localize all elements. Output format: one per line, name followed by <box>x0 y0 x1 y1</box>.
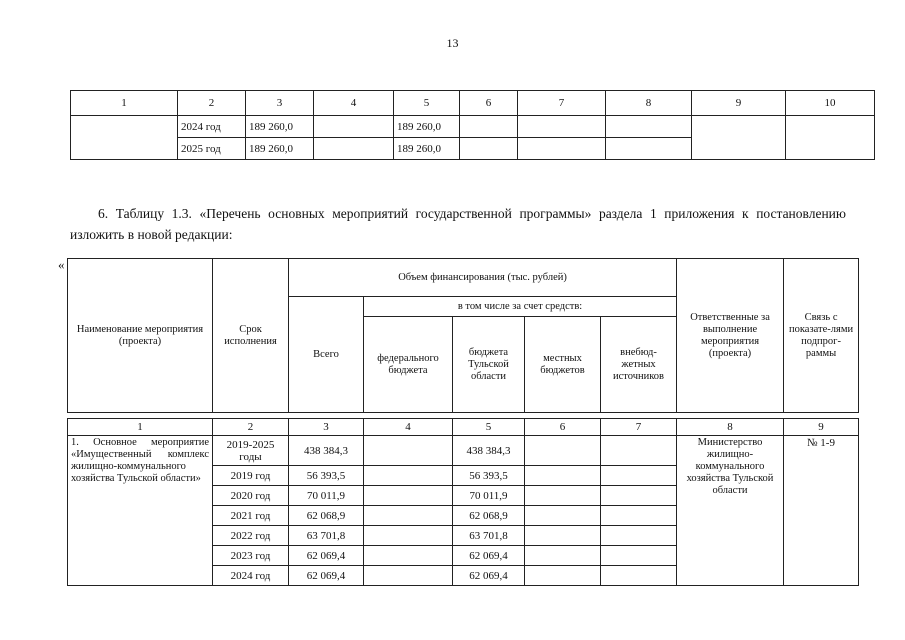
responsible-cell: Министерство жилищно-коммунального хозяйства Тульской области <box>677 436 784 586</box>
empty-cell <box>71 116 178 160</box>
local-cell <box>525 526 601 546</box>
col-number: 9 <box>692 91 786 116</box>
col-number: 8 <box>677 419 784 436</box>
cell <box>518 138 606 160</box>
header-term: Срок исполнения <box>213 259 289 413</box>
value-cell: 189 260,0 <box>394 138 460 160</box>
regional-cell: 62 069,4 <box>453 566 525 586</box>
year-cell: 2021 год <box>213 506 289 526</box>
total-cell: 62 069,4 <box>289 566 364 586</box>
extra-cell <box>601 506 677 526</box>
extra-cell <box>601 466 677 486</box>
link-cell: № 1-9 <box>784 436 859 586</box>
col-number: 6 <box>460 91 518 116</box>
extra-cell <box>601 546 677 566</box>
extra-cell <box>601 436 677 466</box>
total-cell: 56 393,5 <box>289 466 364 486</box>
extra-cell <box>601 566 677 586</box>
federal-cell <box>364 506 453 526</box>
col-number: 7 <box>518 91 606 116</box>
cell <box>786 116 875 160</box>
regional-cell: 62 068,9 <box>453 506 525 526</box>
measures-header-table <box>67 258 859 413</box>
col-number: 10 <box>786 91 875 116</box>
regional-cell: 62 069,4 <box>453 546 525 566</box>
col-number: 4 <box>364 419 453 436</box>
header-including: в том числе за счет средств: <box>364 297 677 317</box>
col-number: 5 <box>394 91 460 116</box>
local-cell <box>525 546 601 566</box>
col-number: 2 <box>178 91 246 116</box>
col-number: 5 <box>453 419 525 436</box>
total-cell: 70 011,9 <box>289 486 364 506</box>
col-number: 1 <box>71 91 178 116</box>
federal-cell <box>364 526 453 546</box>
header-extra: внебюд-жетных источников <box>601 317 677 413</box>
year-cell: 2022 год <box>213 526 289 546</box>
cell <box>460 116 518 138</box>
cell <box>606 116 692 138</box>
local-cell <box>525 436 601 466</box>
col-number: 7 <box>601 419 677 436</box>
header-regional: бюджета Тульской области <box>453 317 525 413</box>
header-link: Связь с показате-лями подпрог-раммы <box>784 259 859 413</box>
cell <box>460 138 518 160</box>
col-number: 4 <box>314 91 394 116</box>
year-cell: 2024 год <box>213 566 289 586</box>
header-total: Всего <box>289 297 364 413</box>
table-row <box>71 116 875 138</box>
total-cell: 438 384,3 <box>289 436 364 466</box>
federal-cell <box>364 546 453 566</box>
regional-cell: 70 011,9 <box>453 486 525 506</box>
page-number: 13 <box>446 36 459 50</box>
local-cell <box>525 506 601 526</box>
cell <box>692 116 786 160</box>
col-number: 8 <box>606 91 692 116</box>
table-header-row <box>71 91 875 116</box>
regional-cell: 63 701,8 <box>453 526 525 546</box>
federal-cell <box>364 466 453 486</box>
year-cell: 2023 год <box>213 546 289 566</box>
year-cell: 2020 год <box>213 486 289 506</box>
local-cell <box>525 566 601 586</box>
cell <box>518 116 606 138</box>
total-cell: 63 701,8 <box>289 526 364 546</box>
col-number: 1 <box>68 419 213 436</box>
col-number: 3 <box>246 91 314 116</box>
total-cell: 189 260,0 <box>246 116 314 138</box>
regional-cell: 438 384,3 <box>453 436 525 466</box>
col-number: 6 <box>525 419 601 436</box>
federal-cell <box>364 486 453 506</box>
measure-name: 1. Основное мероприятие «Имущественный комплекс жилищно-коммунального хозяйства Тульской области» <box>68 436 213 586</box>
col-number: 2 <box>213 419 289 436</box>
header-federal: федерального бюджета <box>364 317 453 413</box>
federal-cell <box>364 566 453 586</box>
regional-cell: 56 393,5 <box>453 466 525 486</box>
total-cell: 62 068,9 <box>289 506 364 526</box>
column-numbers-row <box>68 419 859 436</box>
total-cell: 189 260,0 <box>246 138 314 160</box>
year-cell: 2024 год <box>178 116 246 138</box>
year-cell: 2019-2025 годы <box>213 436 289 466</box>
extra-cell <box>601 486 677 506</box>
header-name: Наименование мероприятия (проекта) <box>68 259 213 413</box>
table-row <box>68 436 859 466</box>
year-cell: 2019 год <box>213 466 289 486</box>
col-number: 3 <box>289 419 364 436</box>
local-cell <box>525 466 601 486</box>
header-funding: Объем финансирования (тыс. рублей) <box>289 259 677 297</box>
federal-cell <box>364 436 453 466</box>
cell <box>314 138 394 160</box>
amendment-paragraph: 6. Таблицу 1.3. «Перечень основных мероприятий государственной программы» раздела 1 приложения к постановлению изложить в новой редакции: <box>70 206 846 242</box>
local-cell <box>525 486 601 506</box>
year-cell: 2025 год <box>178 138 246 160</box>
value-cell: 189 260,0 <box>394 116 460 138</box>
header-local: местных бюджетов <box>525 317 601 413</box>
cell <box>606 138 692 160</box>
opening-quote: « <box>58 257 65 272</box>
total-cell: 62 069,4 <box>289 546 364 566</box>
col-number: 9 <box>784 419 859 436</box>
continuation-table <box>70 90 875 160</box>
measures-table <box>67 418 859 586</box>
extra-cell <box>601 526 677 546</box>
cell <box>314 116 394 138</box>
header-responsible: Ответственные за выполнение мероприятия (проекта) <box>677 259 784 413</box>
